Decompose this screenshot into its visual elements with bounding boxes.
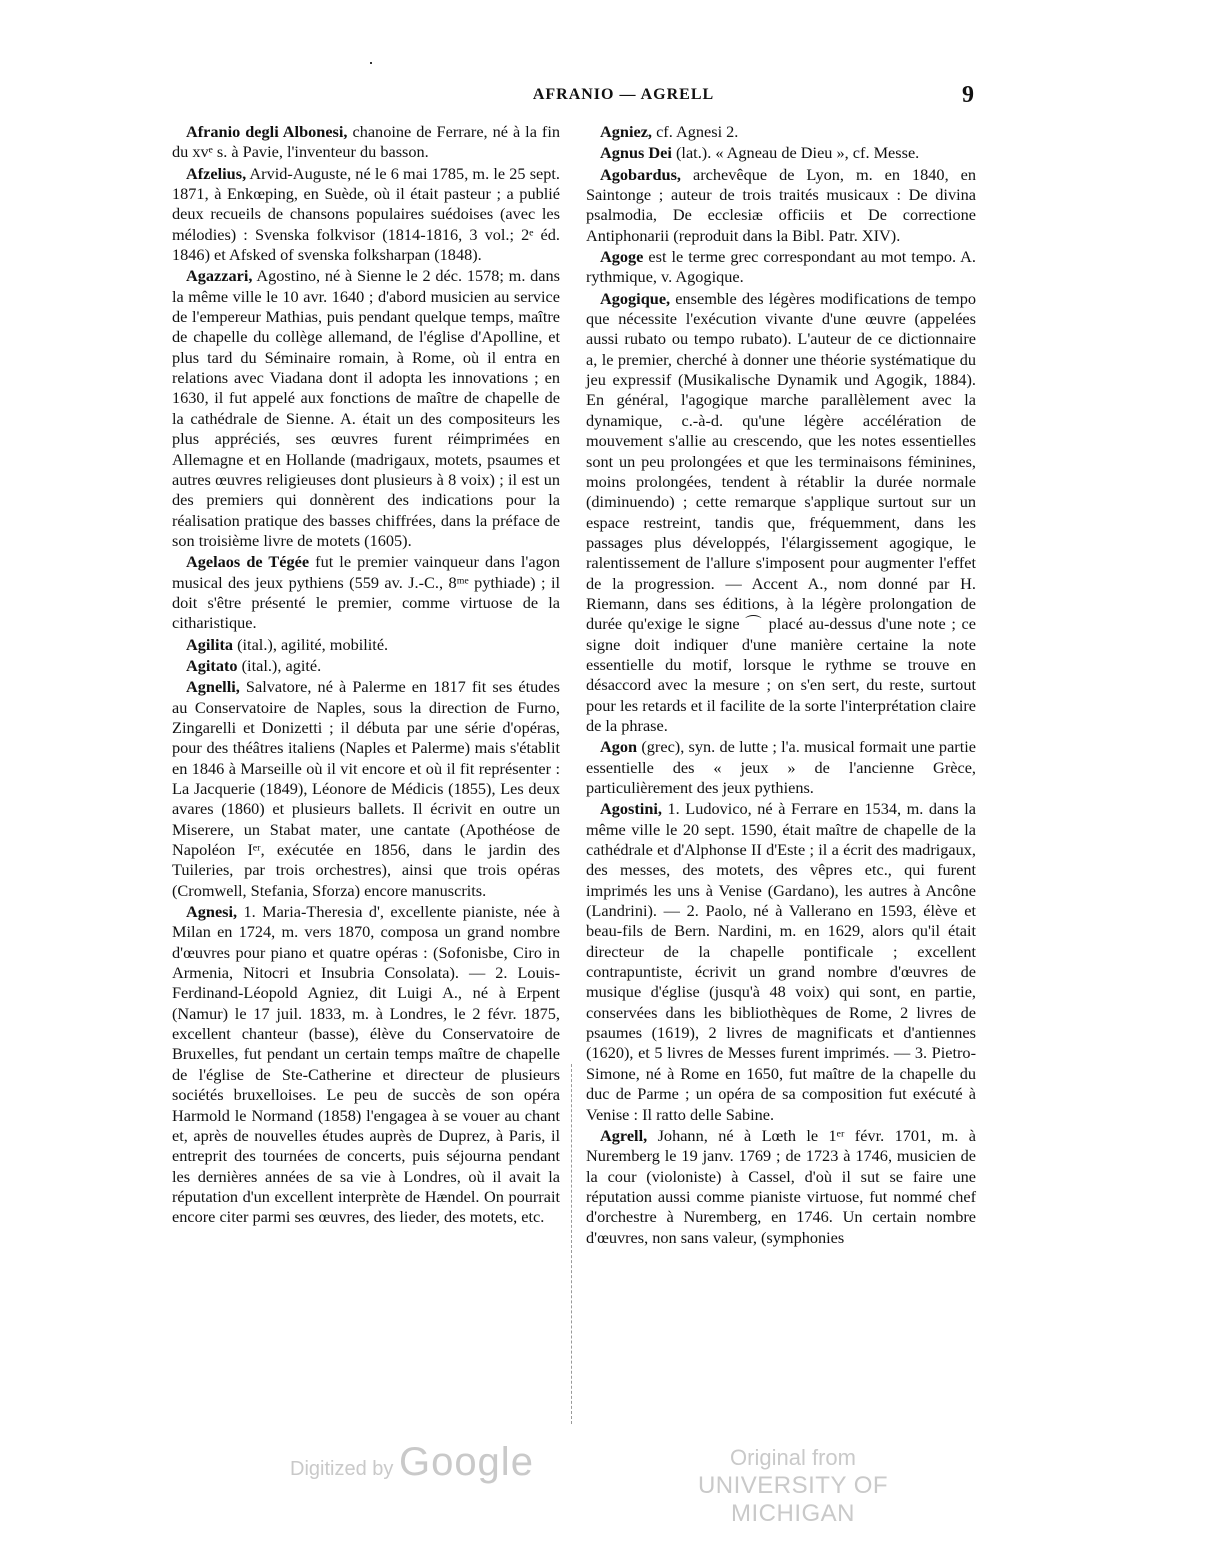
- entry-text: fut le premier vainqueur dans l'agon musical des jeux pythiens (559 av. J.-C., 8ᵐᵉ pythiade) ; il doit s'être présenté le premier, comme virtuose de la citharistique.: [172, 552, 560, 633]
- dictionary-entry: [586, 1126, 976, 1248]
- original-from-label: Original from: [730, 1445, 856, 1470]
- entry-text: (lat.). « Agneau de Dieu », cf. Messe.: [676, 143, 920, 163]
- left-column: [172, 122, 560, 1228]
- entry-text: Arvid-Auguste, né le 6 mai 1785, m. le 25 sept. 1871, à Enkœping, en Suède, où il était pasteur ; a publié deux recueils de chansons populaires suédoises (avec les mélodies) : Svenska folkvisor (1814-1816, 3 vol.; 2ᵉ éd. 1846) et Afsked of svenska folksharpan (1848).: [172, 163, 560, 265]
- original-from-watermark: [668, 1444, 918, 1528]
- entry-headword: Agniez,: [600, 122, 652, 141]
- entry-text: archevêque de Lyon, m. en 1840, en Saintonge ; auteur de trois traités musicaux : De divina psalmodia, De ecclesiæ officiis et De correctione Antiphonarii (reproduit dans la Bibl. Patr. XIV).: [586, 164, 976, 245]
- dictionary-entry: [586, 799, 976, 1125]
- entry-headword: Agnus Dei: [600, 143, 672, 163]
- entry-headword: Agazzari,: [186, 266, 253, 286]
- entry-text: (ital.), agité.: [241, 655, 322, 675]
- right-column: [586, 122, 976, 1248]
- scan-speck: [370, 62, 372, 64]
- entry-headword: Agostini,: [600, 799, 662, 819]
- entry-headword: Afranio degli Albonesi,: [186, 122, 348, 141]
- dictionary-entry: [172, 656, 560, 676]
- entry-text: est le terme grec correspondant au mot tempo. A. rythmique, v. Agogique.: [586, 247, 976, 287]
- university-name: UNIVERSITY OF MICHIGAN: [697, 1472, 889, 1527]
- dictionary-entry: [172, 902, 560, 1228]
- entry-text: Johann, né à Lœth le 1ᵉʳ févr. 1701, m. à Nuremberg le 19 janv. 1769 ; de 1723 à 1746, musicien de la cour (violoniste) à Cassel, d'où il sut se faire une réputation aussi comme pianiste virtuose, fut nommé chef d'orchestre à Nuremberg, en 1746. Un certain nombre d'œuvres, non sans valeur, (symphonies: [586, 1125, 976, 1247]
- dictionary-entry: [172, 552, 560, 633]
- dictionary-entry: [172, 635, 560, 655]
- entry-text: ensemble des légères modifications de tempo que nécessite l'exécution vivante d'une œuvre (appelées aussi rubato ou tempo rubato). L'auteur de ce dictionnaire a, le premier, cherché à donner une théorie systématique du jeu expressif (Musikalische Dynamik und Agogik, 1884). En général, l'agogique marche parallèlement avec la dynamique, c.-à-d. qu'une légère accélération de mouvement s'allie au crescendo, que les notes essentielles sont un peu prolongées et que les terminaisons féminines, moins prolongées, tendent à rétablir la durée normale (diminuendo) ; cette remarque s'applique surtout sur un espace restreint, tandis que, fréquemment, dans les passages plus développés, l'élargissement agogique, le ralentissement de l'allure s'imposent pour augmenter l'effet de la progression. — Accent A., nom donné par H. Riemann, dans ses éditions, à la légère prolongation de durée qu'exige le signe ⌒ placé au-dessus d'une note ; ce signe doit indiquer d'une manière certaine la note essentielle du motif, lorsque le rythme se trouve en désaccord avec la mesure ; on s'en sert, du reste, surtout pour les retards et il facilite de la sorte l'interprétation claire de la phrase.: [586, 288, 976, 735]
- entry-headword: Agnelli,: [186, 677, 240, 697]
- dictionary-entry: [586, 289, 976, 737]
- running-title: AFRANIO — AGRELL: [532, 86, 715, 103]
- page-number: 9: [962, 82, 974, 108]
- dictionary-entry: [172, 122, 560, 163]
- entry-headword: Agoge: [600, 247, 644, 267]
- page-header: [0, 84, 1207, 114]
- entry-headword: Afzelius,: [186, 163, 247, 183]
- entry-text: 1. Maria-Theresia d', excellente pianiste, née à Milan en 1724, m. vers 1870, composa un grand nombre d'œuvres pour piano et quatre opéras : (Sofonisbe, Ciro in Armenia, Nitocri et Insubria Consolata). — 2. Louis-Ferdinand-Léopold Agniez, dit Luigi A., né à Erpent (Namur) le 17 juil. 1833, m. à Londres, le 2 févr. 1875, excellent chanteur (basse), élève du Conservatoire de Bruxelles, fut pendant un certain temps maître de chapelle de l'église de Ste-Catherine et directeur de plusieurs sociétés bruxelloises. Le peu de succès de son opéra Harmold le Normand (1858) l'engagea à se vouer au chant et, après de nouvelles études auprès de Duprez, à Paris, il entreprit des tournées de concerts, puis séjourna pendant les dernières années de sa vie à Londres, où il avait la réputation d'un excellent interprète de Hændel. On pourrait encore citer parmi ses œuvres, des lieder, des motets, etc.: [172, 902, 560, 1227]
- entry-headword: Agobardus,: [600, 164, 681, 184]
- entry-text: 1. Ludovico, né à Ferrare en 1534, m. dans la même ville le 20 sept. 1590, était maître de chapelle de la cathédrale et d'Alphonse II d'Este ; il a écrit des madrigaux, des messes, des motets, des vêpres etc., qui furent imprimés les uns à Venise (Gardano), les autres à Ancône (Landrini). — 2. Paolo, né à Vallerano en 1593, élève et beau-fils de Bern. Nardini, m. en 1629, alors qu'il était directeur de la chapelle pontificale ; excellent contrapuntiste, écrivit un grand nombre d'œuvres de musique d'église (jusqu'à 48 voix) qui sont, en partie, conservées dans les bibliothèques de Rome, 2 livres de psaumes (1619), 2 livres de magnificats et d'antiennes (1620), et 5 livres de Messes furent imprimés. — 3. Pietro-Simone, né à Rome en 1650, fut maître de la chapelle du duc de Parme ; un opéra de sa composition fut exécuté à Venise : Il ratto delle Sabine.: [586, 799, 976, 1124]
- dictionary-entry: [586, 247, 976, 288]
- entry-text: chanoine de Ferrare, né à la fin du xvᵉ s. à Pavie, l'inventeur du basson.: [172, 122, 560, 162]
- entry-headword: Agrell,: [600, 1125, 648, 1145]
- entry-headword: Agelaos de Tégée: [186, 552, 310, 572]
- dictionary-entry: [172, 164, 560, 266]
- column-divider: [571, 1064, 573, 1424]
- dictionary-entry: [586, 143, 976, 163]
- digitized-by-watermark: [290, 1440, 534, 1485]
- digitized-prefix: Digitized by: [290, 1458, 394, 1480]
- entry-text: Salvatore, né à Palerme en 1817 fit ses études au Conservatoire de Naples, sous la direction de Furno, Zingarelli et Donizetti ; il débuta par une série d'opéras, pour des théâtres italiens (Naples et Palerme) mais s'établit en 1846 à Marseille où il vit encore et où il fit représenter : La Jacquerie (1849), Léonore de Médicis (1855), Les deux avares (1860) et plusieurs ballets. Il écrivit en outre un Miserere, un Stabat mater, une cantate (Apothéose de Napoléon Iᵉʳ, exécutée en 1856, dans le jardin des Tuileries, par trois orchestres), ainsi que trois opéras (Cromwell, Stefania, Sforza) encore manuscrits.: [172, 677, 560, 900]
- dictionary-entry: [172, 677, 560, 901]
- entry-headword: Agnesi,: [186, 902, 238, 922]
- entry-headword: Agogique,: [600, 288, 671, 308]
- entry-text: (ital.), agilité, mobilité.: [237, 634, 389, 654]
- dictionary-entry: [586, 122, 976, 142]
- google-logo-text: Google: [398, 1440, 534, 1484]
- entry-headword: Agitato: [186, 655, 238, 675]
- entry-text: cf. Agnesi 2.: [656, 122, 739, 141]
- entry-headword: Agilita: [186, 634, 234, 654]
- entry-text: Agostino, né à Sienne le 2 déc. 1578; m. dans la même ville le 10 avr. 1640 ; d'abord musicien au service de l'empereur Mathias, puis pendant quelque temps, maître de chapelle du collège allemand, de l'église d'Apolline, et plus tard du Séminaire romain, à Rome, où il entra en relations avec Viadana dont il adopta les innovations ; en 1630, il fut appelé aux fonctions de maître de chapelle de la cathédrale de Sienne. A. était un des compositeurs les plus appréciés, ses œuvres furent réimprimées en Allemagne et en Hollande (madrigaux, motets, psaumes et autres œuvres religieuses dont plusieurs à 8 voix) ; il est un des premiers qui donnèrent des indications pour la réalisation pratique des basses chiffrées, dans la préface de son troisième livre de motets (1605).: [172, 266, 561, 550]
- dictionary-entry: [586, 165, 976, 246]
- dictionary-entry: [586, 737, 976, 798]
- entry-headword: Agon: [600, 737, 638, 757]
- entry-text: (grec), syn. de lutte ; l'a. musical formait une partie essentielle des « jeux » de l'ancienne Grèce, particulièrement des jeux pythiens.: [586, 737, 976, 797]
- dictionary-entry: [172, 266, 560, 551]
